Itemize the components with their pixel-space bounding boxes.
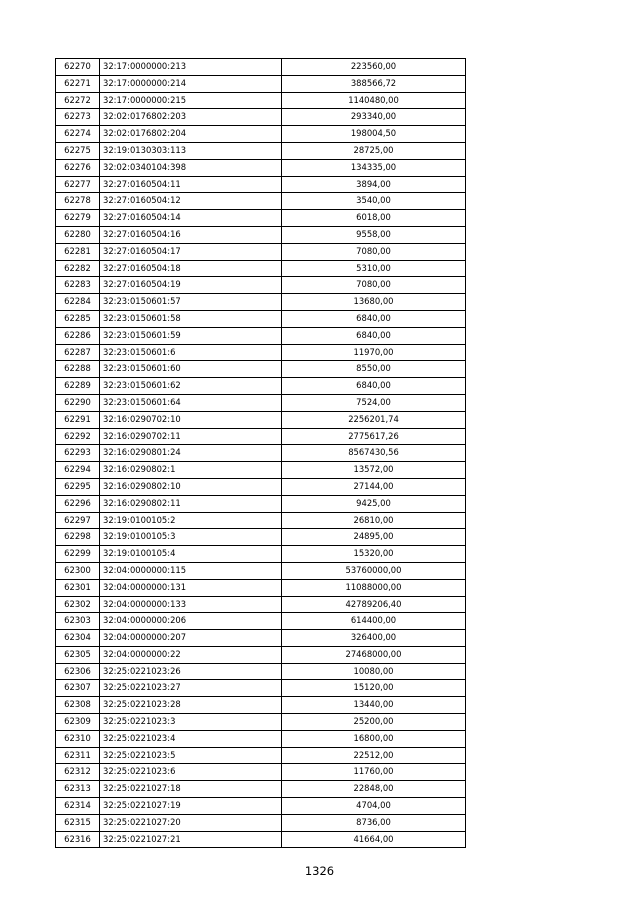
table-row xyxy=(56,798,466,815)
table-row xyxy=(56,411,466,428)
row-number-cell: 62297 xyxy=(56,512,100,529)
cadastral-number-cell: 32:16:0290802:11 xyxy=(100,495,282,512)
cadastral-number-cell: 32:16:0290702:11 xyxy=(100,428,282,445)
row-number-cell: 62279 xyxy=(56,210,100,227)
cadastral-number-cell: 32:17:0000000:214 xyxy=(100,75,282,92)
cadastral-value-cell: 388566,72 xyxy=(282,75,466,92)
cadastral-number-cell: 32:25:0221027:19 xyxy=(100,798,282,815)
table-row xyxy=(56,310,466,327)
table-row xyxy=(56,478,466,495)
table-row xyxy=(56,59,466,76)
cadastral-number-cell: 32:02:0176802:204 xyxy=(100,126,282,143)
table-row xyxy=(56,546,466,563)
cadastral-value-cell: 22512,00 xyxy=(282,747,466,764)
table-row xyxy=(56,243,466,260)
cadastral-value-cell: 293340,00 xyxy=(282,109,466,126)
row-number-cell: 62296 xyxy=(56,495,100,512)
row-number-cell: 62278 xyxy=(56,193,100,210)
cadastral-value-cell: 5310,00 xyxy=(282,260,466,277)
row-number-cell: 62291 xyxy=(56,411,100,428)
cadastral-number-cell: 32:25:0221023:5 xyxy=(100,747,282,764)
table-row xyxy=(56,92,466,109)
table-row xyxy=(56,697,466,714)
cadastral-value-cell: 614400,00 xyxy=(282,613,466,630)
table-row xyxy=(56,680,466,697)
cadastral-number-cell: 32:19:0100105:4 xyxy=(100,546,282,563)
cadastral-number-cell: 32:23:0150601:58 xyxy=(100,310,282,327)
cadastral-value-cell: 2256201,74 xyxy=(282,411,466,428)
row-number-cell: 62292 xyxy=(56,428,100,445)
cadastral-value-cell: 9425,00 xyxy=(282,495,466,512)
table-row xyxy=(56,462,466,479)
table-row xyxy=(56,394,466,411)
row-number-cell: 62312 xyxy=(56,764,100,781)
cadastral-number-cell: 32:19:0100105:2 xyxy=(100,512,282,529)
cadastral-value-cell: 15320,00 xyxy=(282,546,466,563)
table-row xyxy=(56,814,466,831)
page-number: 1326 xyxy=(304,864,335,878)
table-row xyxy=(56,75,466,92)
cadastral-number-cell: 32:25:0221027:18 xyxy=(100,781,282,798)
table-row xyxy=(56,226,466,243)
table-row xyxy=(56,663,466,680)
row-number-cell: 62270 xyxy=(56,59,100,76)
cadastral-number-cell: 32:25:0221023:6 xyxy=(100,764,282,781)
row-number-cell: 62314 xyxy=(56,798,100,815)
row-number-cell: 62313 xyxy=(56,781,100,798)
cadastral-value-cell: 6840,00 xyxy=(282,310,466,327)
cadastral-value-cell: 7524,00 xyxy=(282,394,466,411)
row-number-cell: 62304 xyxy=(56,630,100,647)
cadastral-value-cell: 25200,00 xyxy=(282,714,466,731)
table-row xyxy=(56,764,466,781)
table-row xyxy=(56,445,466,462)
row-number-cell: 62275 xyxy=(56,142,100,159)
row-number-cell: 62293 xyxy=(56,445,100,462)
row-number-cell: 62286 xyxy=(56,327,100,344)
cadastral-number-cell: 32:27:0160504:11 xyxy=(100,176,282,193)
cadastral-value-cell: 24895,00 xyxy=(282,529,466,546)
cadastral-value-cell: 22848,00 xyxy=(282,781,466,798)
cadastral-number-cell: 32:19:0130303:113 xyxy=(100,142,282,159)
table-row xyxy=(56,378,466,395)
cadastral-value-cell: 27468000,00 xyxy=(282,646,466,663)
cadastral-number-cell: 32:16:0290802:10 xyxy=(100,478,282,495)
row-number-cell: 62273 xyxy=(56,109,100,126)
table-row xyxy=(56,428,466,445)
cadastral-value-cell: 7080,00 xyxy=(282,277,466,294)
cadastral-value-cell: 13572,00 xyxy=(282,462,466,479)
row-number-cell: 62272 xyxy=(56,92,100,109)
table-row xyxy=(56,344,466,361)
table-row xyxy=(56,327,466,344)
cadastral-value-cell: 223560,00 xyxy=(282,59,466,76)
row-number-cell: 62280 xyxy=(56,226,100,243)
cadastral-value-cell: 3894,00 xyxy=(282,176,466,193)
cadastral-number-cell: 32:04:0000000:133 xyxy=(100,596,282,613)
table-row xyxy=(56,159,466,176)
table-row xyxy=(56,613,466,630)
cadastral-number-cell: 32:23:0150601:64 xyxy=(100,394,282,411)
row-number-cell: 62281 xyxy=(56,243,100,260)
cadastral-number-cell: 32:25:0221027:21 xyxy=(100,831,282,848)
cadastral-number-cell: 32:27:0160504:14 xyxy=(100,210,282,227)
row-number-cell: 62295 xyxy=(56,478,100,495)
row-number-cell: 62309 xyxy=(56,714,100,731)
cadastral-number-cell: 32:27:0160504:17 xyxy=(100,243,282,260)
cadastral-value-cell: 16800,00 xyxy=(282,730,466,747)
cadastral-number-cell: 32:04:0000000:207 xyxy=(100,630,282,647)
cadastral-value-cell: 11970,00 xyxy=(282,344,466,361)
cadastral-value-cell: 27144,00 xyxy=(282,478,466,495)
row-number-cell: 62310 xyxy=(56,730,100,747)
cadastral-number-cell: 32:04:0000000:206 xyxy=(100,613,282,630)
cadastral-value-cell: 8567430,56 xyxy=(282,445,466,462)
cadastral-number-cell: 32:27:0160504:18 xyxy=(100,260,282,277)
table-row xyxy=(56,714,466,731)
row-number-cell: 62289 xyxy=(56,378,100,395)
cadastral-number-cell: 32:16:0290802:1 xyxy=(100,462,282,479)
table-row xyxy=(56,176,466,193)
row-number-cell: 62277 xyxy=(56,176,100,193)
table-row xyxy=(56,831,466,848)
cadastral-value-cell: 7080,00 xyxy=(282,243,466,260)
cadastral-number-cell: 32:25:0221023:28 xyxy=(100,697,282,714)
row-number-cell: 62271 xyxy=(56,75,100,92)
table-row xyxy=(56,646,466,663)
cadastral-value-cell: 26810,00 xyxy=(282,512,466,529)
cadastral-value-cell: 42789206,40 xyxy=(282,596,466,613)
cadastral-value-cell: 134335,00 xyxy=(282,159,466,176)
cadastral-value-cell: 41664,00 xyxy=(282,831,466,848)
cadastral-number-cell: 32:02:0176802:203 xyxy=(100,109,282,126)
cadastral-number-cell: 32:25:0221023:27 xyxy=(100,680,282,697)
row-number-cell: 62307 xyxy=(56,680,100,697)
cadastral-number-cell: 32:23:0150601:60 xyxy=(100,361,282,378)
cadastral-number-cell: 32:04:0000000:22 xyxy=(100,646,282,663)
row-number-cell: 62282 xyxy=(56,260,100,277)
table-row xyxy=(56,579,466,596)
cadastral-number-cell: 32:25:0221023:4 xyxy=(100,730,282,747)
cadastral-value-cell: 10080,00 xyxy=(282,663,466,680)
cadastral-number-cell: 32:19:0100105:3 xyxy=(100,529,282,546)
row-number-cell: 62276 xyxy=(56,159,100,176)
cadastral-number-cell: 32:27:0160504:12 xyxy=(100,193,282,210)
row-number-cell: 62274 xyxy=(56,126,100,143)
row-number-cell: 62306 xyxy=(56,663,100,680)
cadastral-value-cell: 15120,00 xyxy=(282,680,466,697)
row-number-cell: 62283 xyxy=(56,277,100,294)
registry-table-body xyxy=(56,59,466,848)
cadastral-value-cell: 6840,00 xyxy=(282,378,466,395)
cadastral-number-cell: 32:27:0160504:19 xyxy=(100,277,282,294)
row-number-cell: 62301 xyxy=(56,579,100,596)
cadastral-number-cell: 32:16:0290801:24 xyxy=(100,445,282,462)
cadastral-value-cell: 11088000,00 xyxy=(282,579,466,596)
table-row xyxy=(56,210,466,227)
row-number-cell: 62284 xyxy=(56,294,100,311)
table-row xyxy=(56,596,466,613)
cadastral-value-cell: 9558,00 xyxy=(282,226,466,243)
table-row xyxy=(56,260,466,277)
cadastral-value-cell: 28725,00 xyxy=(282,142,466,159)
row-number-cell: 62288 xyxy=(56,361,100,378)
cadastral-number-cell: 32:04:0000000:131 xyxy=(100,579,282,596)
cadastral-value-cell: 8550,00 xyxy=(282,361,466,378)
cadastral-number-cell: 32:23:0150601:57 xyxy=(100,294,282,311)
row-number-cell: 62305 xyxy=(56,646,100,663)
table-row xyxy=(56,562,466,579)
row-number-cell: 62287 xyxy=(56,344,100,361)
row-number-cell: 62290 xyxy=(56,394,100,411)
registry-table xyxy=(55,58,466,848)
table-row xyxy=(56,193,466,210)
cadastral-value-cell: 4704,00 xyxy=(282,798,466,815)
table-row xyxy=(56,109,466,126)
table-row xyxy=(56,294,466,311)
cadastral-number-cell: 32:02:0340104:398 xyxy=(100,159,282,176)
row-number-cell: 62308 xyxy=(56,697,100,714)
table-row xyxy=(56,277,466,294)
row-number-cell: 62302 xyxy=(56,596,100,613)
cadastral-number-cell: 32:25:0221027:20 xyxy=(100,814,282,831)
cadastral-number-cell: 32:25:0221023:3 xyxy=(100,714,282,731)
cadastral-number-cell: 32:27:0160504:16 xyxy=(100,226,282,243)
table-row xyxy=(56,630,466,647)
cadastral-number-cell: 32:23:0150601:6 xyxy=(100,344,282,361)
cadastral-value-cell: 326400,00 xyxy=(282,630,466,647)
table-row xyxy=(56,126,466,143)
table-row xyxy=(56,730,466,747)
table-row xyxy=(56,529,466,546)
table-row xyxy=(56,781,466,798)
row-number-cell: 62300 xyxy=(56,562,100,579)
row-number-cell: 62294 xyxy=(56,462,100,479)
cadastral-value-cell: 198004,50 xyxy=(282,126,466,143)
cadastral-value-cell: 6018,00 xyxy=(282,210,466,227)
cadastral-value-cell: 3540,00 xyxy=(282,193,466,210)
cadastral-value-cell: 2775617,26 xyxy=(282,428,466,445)
row-number-cell: 62311 xyxy=(56,747,100,764)
cadastral-number-cell: 32:17:0000000:213 xyxy=(100,59,282,76)
row-number-cell: 62298 xyxy=(56,529,100,546)
row-number-cell: 62303 xyxy=(56,613,100,630)
row-number-cell: 62316 xyxy=(56,831,100,848)
table-row xyxy=(56,361,466,378)
cadastral-number-cell: 32:23:0150601:62 xyxy=(100,378,282,395)
cadastral-value-cell: 53760000,00 xyxy=(282,562,466,579)
cadastral-value-cell: 6840,00 xyxy=(282,327,466,344)
cadastral-number-cell: 32:23:0150601:59 xyxy=(100,327,282,344)
cadastral-number-cell: 32:16:0290702:10 xyxy=(100,411,282,428)
table-row xyxy=(56,142,466,159)
cadastral-value-cell: 13440,00 xyxy=(282,697,466,714)
cadastral-number-cell: 32:25:0221023:26 xyxy=(100,663,282,680)
row-number-cell: 62299 xyxy=(56,546,100,563)
cadastral-value-cell: 1140480,00 xyxy=(282,92,466,109)
cadastral-value-cell: 8736,00 xyxy=(282,814,466,831)
table-row xyxy=(56,747,466,764)
cadastral-number-cell: 32:04:0000000:115 xyxy=(100,562,282,579)
row-number-cell: 62285 xyxy=(56,310,100,327)
cadastral-number-cell: 32:17:0000000:215 xyxy=(100,92,282,109)
row-number-cell: 62315 xyxy=(56,814,100,831)
cadastral-value-cell: 13680,00 xyxy=(282,294,466,311)
table-row xyxy=(56,495,466,512)
cadastral-value-cell: 11760,00 xyxy=(282,764,466,781)
table-row xyxy=(56,512,466,529)
